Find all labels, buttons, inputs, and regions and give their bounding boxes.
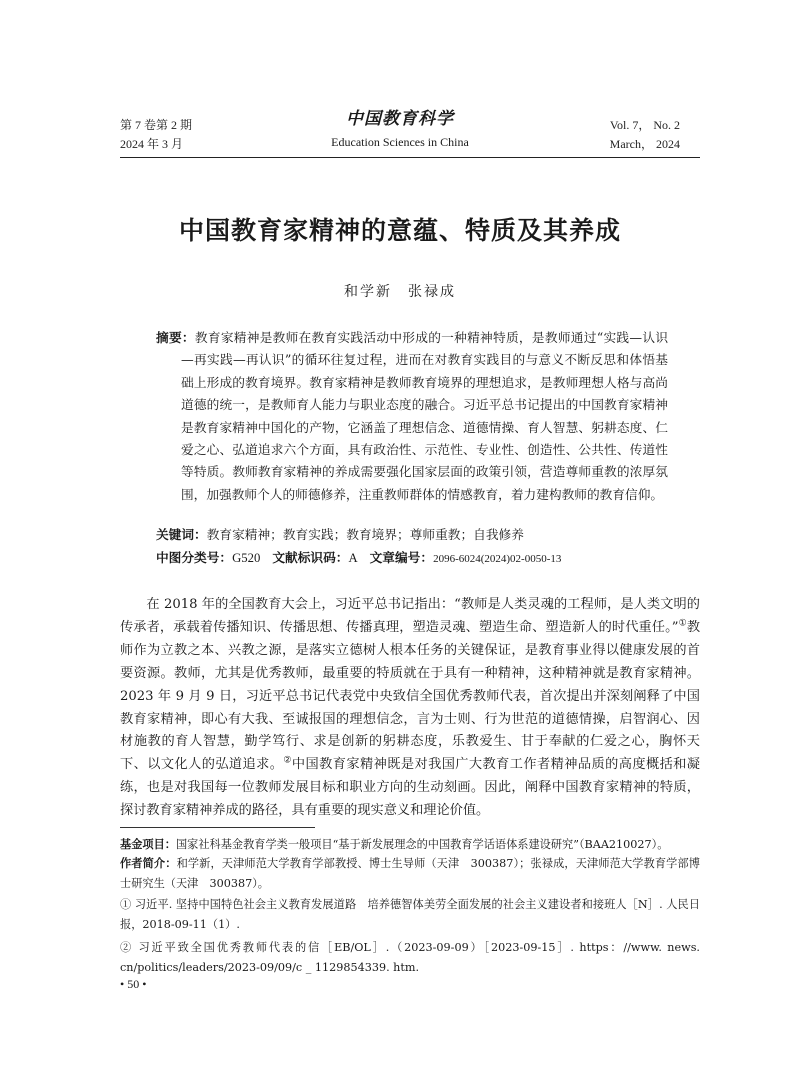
footnote-2[interactable]: ② 习近平致全国优秀教师代表的信［EB/OL］.（2023-09-09）［2023-09-15］. https：//www. news. cn/politics/leaders/2023-09/09/c _ 1129854339. htm.: [120, 941, 700, 974]
volume-issue: 第 7 卷第 2 期: [120, 118, 193, 132]
doc-code-label: 文献标识码：: [272, 550, 349, 565]
clc-value: G520: [232, 551, 261, 565]
page-number: • 50 •: [120, 977, 147, 991]
fund-text: 国家社科基金教育学类一般项目“基于新发展理念的中国教育学话语体系建设研究”（BAA210027）。: [175, 838, 669, 851]
author-info-label: 作者简介：: [120, 857, 177, 870]
abstract-paragraph: [156, 327, 669, 506]
issue-date-en: March， 2024: [609, 137, 680, 151]
keywords-label: 关键词：: [156, 527, 207, 542]
fund-info: [120, 835, 700, 854]
journal-logo: 中国教育科学: [346, 109, 454, 129]
body-text-part3: 中国教育家精神既是对我国广大教育工作者精神品质的高度概括和凝练，也是对我国每一位教师发展目标和职业方向的生动刻画。因此，阐释中国教育家精神的特质，探讨教育家精神养成的路径，具有重要的现实意义和理论价值。: [120, 757, 700, 819]
header-left: [120, 116, 192, 154]
abstract: [156, 327, 669, 506]
article-title: 中国教育家精神的意蕴、特质及其养成: [178, 216, 621, 245]
header-right: [610, 116, 680, 154]
footnote-ref-1[interactable]: ①: [678, 618, 687, 629]
author-info-text: 和学新，天津师范大学教育学部教授、博士生导师（天津 300387）；张禄成，天津师范大学教育学部博士研究生（天津 300387）。: [120, 857, 700, 890]
article-number-label: 文章编号：: [369, 550, 434, 565]
keywords-line: [156, 524, 676, 546]
issue-date-cn: 2024 年 3 月: [120, 137, 184, 151]
body-text-part1: 在 2018 年的全国教育大会上，习近平总书记指出：“教师是人类灵魂的工程师，是人类文明的传承者，承载着传播知识、传播思想、传播真理，塑造灵魂、塑造生命、塑造新人的时代重任。”: [120, 597, 700, 635]
fund-label: 基金项目：: [120, 838, 176, 851]
classification-line: [156, 547, 676, 570]
body-paragraph: [120, 594, 700, 823]
doc-code-value: A: [348, 551, 358, 565]
header-rule: [120, 157, 700, 158]
article-number-value: 2096-6024(2024)02-0050-13: [433, 553, 562, 565]
abstract-text: 教育家精神是教师在教育实践活动中形成的一种精神特质，是教师通过“实践—认识—再实践—再认识”的循环往复过程，进而在对教育实践目的与意义不断反思和体悟基础上形成的教育境界。教育家精神是教师教育境界的理想追求，是教师理想人格与高尚道德的统一，是教师育人能力与职业态度的融合。习近平总书记提出的中国教育家精神是教育家精神中国化的产物，它涵盖了理想信念、道德情操、育人智慧、躬耕态度、仁爱之心、弘道追求六个方面，具有政治性、示范性、专业性、创造性、公共性、传道性等特质。教师教育家精神的养成需要强化国家层面的政策引领，营造尊师重教的浓厚氛围，加强教师个人的师德修养，注重教师群体的情感教育，着力建构教师的教育信仰。: [181, 330, 669, 502]
footnote-rule: [120, 827, 315, 828]
keywords-text: 教育家精神；教育实践；教育境界；尊师重教；自我修养: [206, 527, 524, 542]
abstract-label: 摘要：: [156, 330, 195, 345]
footnote-1: ① 习近平. 坚持中国特色社会主义教育发展道路 培养德智体美劳全面发展的社会主义建设者和接班人［N］. 人民日报，2018-09-11（1）.: [120, 898, 700, 931]
volume-issue-en: Vol. 7， No. 2: [609, 118, 680, 132]
author-info: [120, 854, 700, 893]
footnote-ref-2[interactable]: ②: [283, 755, 292, 766]
body-text-part2: 教师作为立教之本、兴教之源，是落实立德树人根本任务的关键保证，是教育事业得以健康发展的首要资源。教师，尤其是优秀教师，最重要的特质就在于具有一种精神，这种精神就是教育家精神。2023 年 9 月 9 日，习近平总书记代表党中央致信全国优秀教师代表，首次提出并深刻阐释了中国教育家精神，即心有大我、至诚报国的理想信念，言为士则、行为世范的道德情操，启智润心、因材施教的育人智慧，勤学笃行、求是创新的躬耕态度，乐教爱生、甘于奉献的仁爱之心，胸怀天下、以文化人的弘道追求。: [120, 619, 701, 773]
journal-english-name: Education Sciences in China: [331, 135, 469, 149]
article-authors: 和学新 张禄成: [344, 284, 456, 300]
body-text: [120, 594, 700, 823]
clc-label: 中图分类号：: [156, 550, 233, 565]
journal-header: [280, 108, 520, 151]
